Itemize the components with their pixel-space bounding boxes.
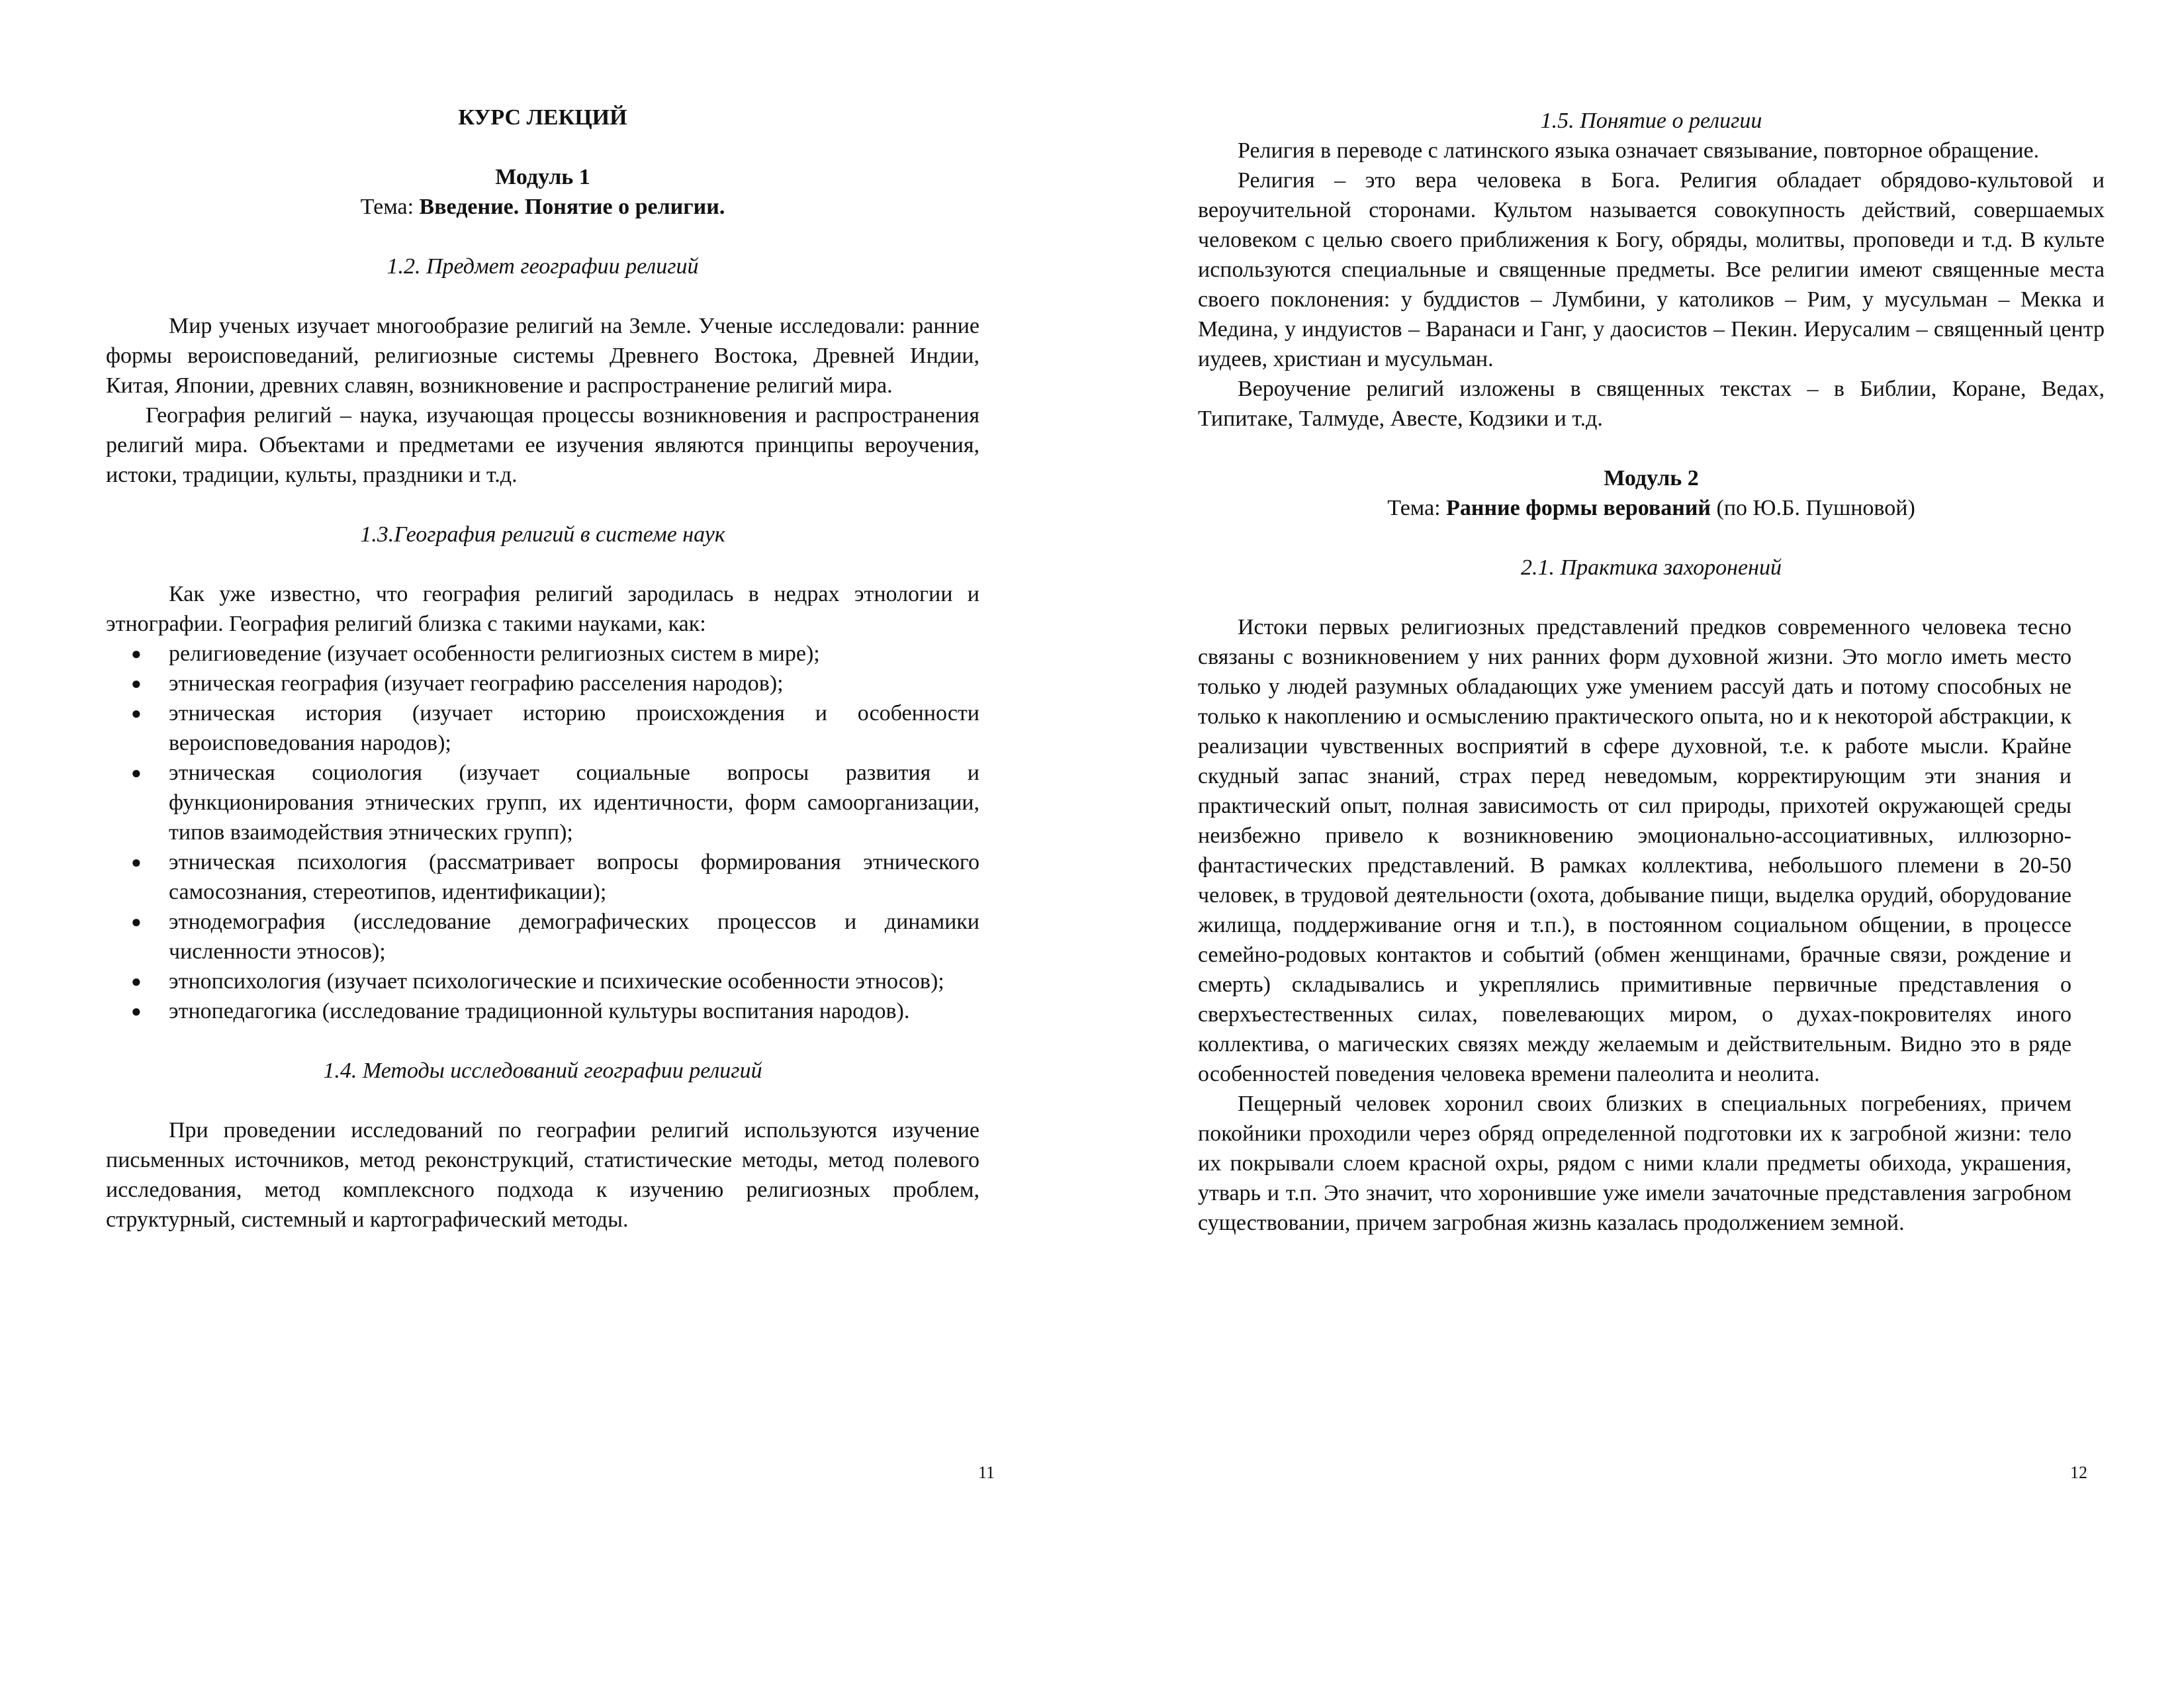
bullet-icon: ● xyxy=(131,912,142,931)
list-item-text: этнопедагогика (исследование традиционной культуры воспитания народов). xyxy=(169,999,910,1023)
list-item-text: этническая психология (рассматривает вопросы формирования этнического самосознания, стереотипов, идентификации); xyxy=(169,850,979,904)
theme-text: Ранние формы верований xyxy=(1446,496,1711,520)
right-page xyxy=(1198,0,2105,1238)
list-item xyxy=(106,966,979,996)
list-item xyxy=(106,907,979,966)
section-1-2-title: 1.2. Предмет географии религий xyxy=(387,254,699,279)
list-item-text: этнопсихология (изучает психологические и психические особенности этносов); xyxy=(169,969,944,994)
bullet-icon: ● xyxy=(131,972,142,991)
module-1-heading: Модуль 1 xyxy=(495,165,590,189)
section-1-5-paragraph-2: Религия – это вера человека в Бога. Религия обладает обрядово-культовой и вероучительной сторонами. Культом называется совокупность действий, совершаемых человеком с целью своего приближения к Богу, обряды, молитвы, проповеди и т.д. В культе используются специальные и священные предметы. Все религии имеют священные места своего поклонения: у буддистов – Лумбини, у католиков – Рим, у мусульман – Мекка и Медина, у индуистов – Варанаси и Ганг, у даосистов – Пекин. Иерусалим – священный центр иудеев, христиан и мусульман. xyxy=(1198,168,2105,371)
section-2-1-title: 2.1. Практика захоронений xyxy=(1521,555,1782,580)
bullet-icon: ● xyxy=(131,763,142,782)
bullet-icon: ● xyxy=(131,644,142,663)
section-1-3-title: 1.3.География религий в системе наук xyxy=(360,522,725,547)
theme-text: Введение. Понятие о религии. xyxy=(419,195,725,219)
list-item-text: религиоведение (изучает особенности религиозных систем в мире); xyxy=(169,641,820,666)
list-item xyxy=(106,639,979,669)
section-1-4-title: 1.4. Методы исследований географии религий xyxy=(323,1058,762,1083)
list-item-text: этническая социология (изучает социальные вопросы развития и функционирования этнических групп, их идентичности, форм самоорганизации, типов взаимодействия этнических групп); xyxy=(169,761,979,845)
section-1-3-paragraph-1: Как уже известно, что география религий зародилась в недрах этнологии и этнографии. География религий близка с такими науками, как: xyxy=(106,582,979,636)
list-item xyxy=(106,996,979,1026)
section-2-1-paragraph-1: Истоки первых религиозных представлений предков современного человека тесно связаны с возникновением у них ранних форм духовной жизни. Это могло иметь место только у людей разумных обладающих уже умением рассуй дать и потому способных не только к накоплению и осмыслению практического опыта, но и к некоторой абстракции, к реализации чувственных восприятий в сфере духовной, т.е. к работе мысли. Крайне скудный запас знаний, страх перед неведомым, корректирующим эти знания и практический опыт, полная зависимость от сил природы, прихотей окружающей среды неизбежно привело к возникновению эмоционально-ассоциативных, иллюзорно-фантастических представлений. В рамках коллектива, небольшого племени в 20-50 человек, в трудовой деятельности (охота, добывание пищи, выделка орудий, оборудование жилища, поддерживание огня и т.п.), в постоянном социальном общении, в процессе семейно-родовых контактов и событий (обмен женщинами, брачные связи, рождение и смерть) складывались и укреплялись примитивные первичные представления о сверхъестественных силах, повелевающих миром, о духах-покровителях иного коллектива, о магических связях между желаемым и действительным. Видно это в ряде особенностей поведения человека времени палеолита и неолита. xyxy=(1198,615,2071,1086)
theme-label: Тема: xyxy=(1387,496,1447,520)
section-1-5-paragraph-1: Религия в переводе с латинского языка означает связывание, повторное обращение. xyxy=(1238,138,2040,163)
section-2-1-paragraph-2: Пещерный человек хоронил своих близких в специальных погребениях, причем покойники проходили через обряд определенной подготовки их к загробной жизни: тело их покрывали слоем красной охры, рядом с ними клали предметы обихода, украшения, утварь и т.п. Это значит, что хоронившие уже имели зачаточные представления загробном существовании, причем загробная жизнь казалась продолжением земной. xyxy=(1198,1092,2071,1235)
section-1-5-paragraph-3: Вероучение религий изложены в священных текстах – в Библии, Коране, Ведах, Типитаке, Талмуде, Авесте, Кодзики и т.д. xyxy=(1198,377,2105,431)
list-item-text: этнодемография (исследование демографических процессов и динамики численности этносов); xyxy=(169,910,979,964)
list-item xyxy=(106,669,979,698)
theme-label: Тема: xyxy=(360,195,420,219)
bullet-icon: ● xyxy=(131,674,142,693)
section-1-2-paragraph-2: География религий – наука, изучающая процессы возникновения и распространения религий мира. Объектами и предметами ее изучения являются принципы вероучения, истоки, традиции, культы, праздники и т.д. xyxy=(106,403,979,487)
module-2-theme xyxy=(1198,493,2105,523)
page-number-left: 11 xyxy=(978,1463,995,1482)
module-1-theme xyxy=(106,192,979,222)
list-item-text: этническая география (изучает географию расселения народов); xyxy=(169,671,784,696)
list-item xyxy=(106,847,979,907)
bullet-icon: ● xyxy=(131,704,142,723)
list-item xyxy=(106,758,979,847)
list-item-text: этническая история (изучает историю происхождения и особенности вероисповедования народов); xyxy=(169,701,979,755)
bullet-icon: ● xyxy=(131,853,142,872)
page-number-right: 12 xyxy=(2070,1463,2087,1482)
section-1-5-title: 1.5. Понятие о религии xyxy=(1540,109,1762,133)
list-item xyxy=(106,698,979,758)
module-2-heading: Модуль 2 xyxy=(1604,466,1699,491)
section-1-4-paragraph-1: При проведении исследований по географии религий используются изучение письменных источников, метод реконструкций, статистические методы, метод полевого исследования, метод комплексного подхода к изучению религиозных проблем, структурный, системный и картографический методы. xyxy=(106,1118,979,1232)
left-page xyxy=(106,0,979,1235)
theme-suffix: (по Ю.Б. Пушновой) xyxy=(1711,496,1915,520)
sciences-list xyxy=(106,639,979,1026)
course-title: КУРС ЛЕКЦИЙ xyxy=(458,105,627,130)
bullet-icon: ● xyxy=(131,1002,142,1021)
section-1-2-paragraph-1: Мир ученых изучает многообразие религий на Земле. Ученые исследовали: ранние формы вероисповеданий, религиозные системы Древнего Востока, Древней Индии, Китая, Японии, древних славян, возникновение и распространение религий мира. xyxy=(106,314,979,398)
